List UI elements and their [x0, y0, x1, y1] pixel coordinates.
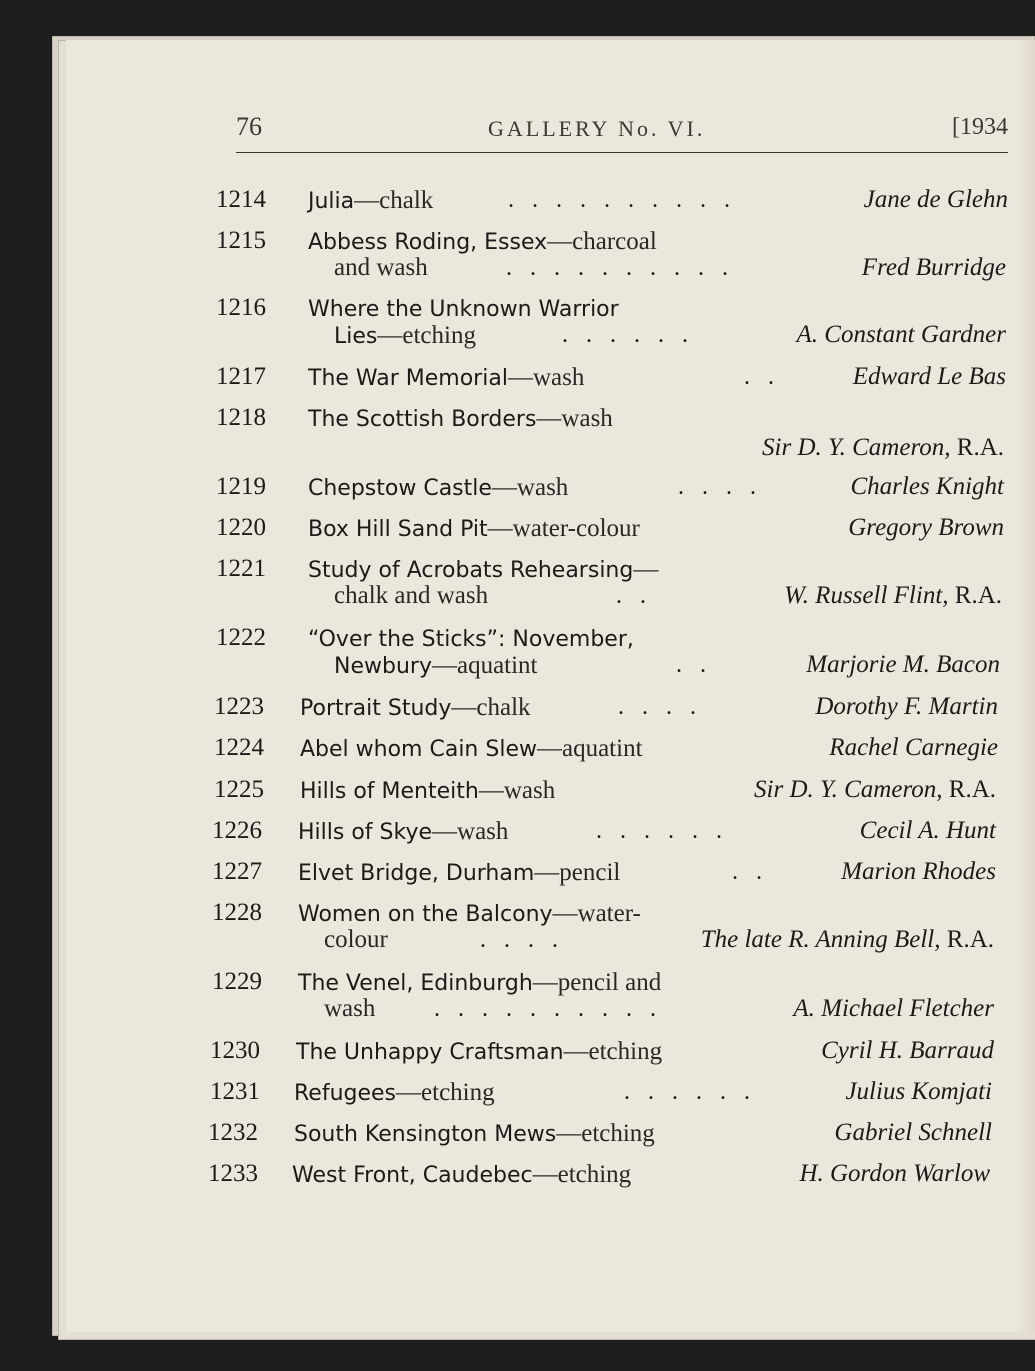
leader-dots: . .: [616, 583, 652, 609]
entry-line: [308, 624, 634, 654]
entry-number: 1217: [216, 363, 266, 390]
catalogue-entry: [216, 294, 1006, 352]
entry-title-cont: Lies: [334, 324, 378, 349]
catalogue-entry: [216, 624, 1000, 682]
entry-number: 1226: [212, 817, 262, 844]
entry-medium: —wash: [507, 364, 585, 391]
entry-artist: Charles Knight: [850, 473, 1004, 500]
entry-number: 1232: [208, 1119, 258, 1146]
entry-title: Where the Unknown Warrior: [308, 297, 619, 322]
entry-artist: Edward Le Bas: [852, 363, 1006, 390]
catalogue-entry: [214, 734, 998, 764]
entry-artist: Fred Burridge: [861, 254, 1006, 281]
entry-line: [308, 514, 640, 544]
entry-number: 1216: [216, 294, 266, 321]
catalogue-entry: [212, 968, 994, 1026]
entry-medium: —etching: [396, 1079, 495, 1106]
entry-title: Julia: [308, 189, 355, 214]
entry-medium: —pencil: [534, 859, 621, 886]
entry-medium: —wash: [536, 405, 613, 432]
leader-dots: . . . . . .: [596, 818, 728, 844]
entry-line: [308, 555, 658, 585]
entry-line: [308, 294, 619, 324]
artist-suffix: R.A.: [946, 926, 994, 953]
entry-medium-cont: and wash: [334, 254, 428, 281]
entry-line: [308, 473, 568, 503]
entry-medium: —wash: [491, 474, 569, 501]
entry-line: [300, 734, 643, 764]
artist-name: W. Russell Flint,: [784, 582, 949, 609]
artist-suffix: R.A.: [954, 582, 1002, 609]
entry-title: Hills of Skye: [298, 820, 433, 845]
catalogue-entry: [212, 817, 996, 847]
catalogue-entry: [216, 514, 1004, 544]
entry-line: [308, 404, 613, 434]
entry-medium: —aquatint: [536, 735, 643, 762]
entry-title: Box Hill Sand Pit: [308, 517, 488, 542]
entry-number: 1219: [216, 473, 266, 500]
entry-line-cont: [334, 651, 538, 681]
entry-line: [296, 1037, 662, 1067]
entry-line-cont: [334, 321, 476, 351]
entry-title: The War Memorial: [308, 366, 508, 391]
entry-artist: Cecil A. Hunt: [859, 817, 996, 844]
year: [1934: [952, 114, 1008, 140]
catalogue-entry: [214, 776, 996, 806]
entry-line: [300, 693, 531, 723]
entry-number: 1228: [212, 899, 262, 926]
entry-number: 1221: [216, 555, 266, 582]
entry-medium: —wash: [478, 777, 556, 804]
entry-title: Portrait Study: [300, 696, 452, 721]
gallery-title: GALLERY No. VI.: [488, 116, 706, 141]
leader-dots: . . . . . . . . . .: [508, 187, 736, 213]
catalogue-entry: [208, 1119, 992, 1149]
leader-dots: . . . . . . . . . .: [506, 255, 734, 281]
artist-suffix: R.A.: [948, 776, 996, 803]
leader-dots: . . . . . .: [624, 1079, 756, 1105]
entry-medium: —wash: [432, 818, 509, 845]
entry-number: 1233: [208, 1160, 258, 1187]
catalogue-entry: [216, 363, 1006, 393]
entry-title: Hills of Menteith: [300, 779, 479, 804]
page-number: 76: [236, 112, 262, 141]
catalogue-entry: [210, 1078, 992, 1108]
entry-artist: [762, 434, 1004, 462]
entry-number: 1220: [216, 514, 266, 541]
entry-line: [294, 1119, 655, 1149]
entry-title: Study of Acrobats Rehearsing: [308, 558, 634, 583]
entry-number: 1229: [212, 968, 262, 995]
entry-medium: —charcoal: [547, 228, 657, 255]
entry-artist: Gregory Brown: [848, 514, 1004, 541]
entry-artist: A. Michael Fletcher: [793, 995, 994, 1022]
entry-medium: —: [633, 556, 659, 583]
leader-dots: . . . .: [618, 694, 702, 720]
catalogue-entry: [216, 555, 1002, 613]
entry-artist: A. Constant Gardner: [796, 321, 1006, 348]
entry-number: 1215: [216, 227, 266, 254]
entry-line: [298, 968, 661, 998]
catalogue-entry: [216, 186, 1008, 216]
artist-name: Sir D. Y. Cameron,: [762, 434, 951, 461]
entry-title: Refugees: [294, 1081, 397, 1106]
catalogue-entry: [212, 899, 994, 957]
entry-title: Chepstow Castle: [308, 476, 492, 501]
catalogue-entry: [216, 227, 1006, 285]
entry-title-cont: Newbury: [334, 654, 432, 679]
entry-number: 1230: [210, 1037, 260, 1064]
entry-title: Abbess Roding, Essex: [308, 230, 548, 255]
entry-artist: Dorothy F. Martin: [815, 693, 998, 720]
catalogue-entry: [216, 404, 1004, 462]
artist-suffix: R.A.: [956, 434, 1004, 461]
entry-title: Elvet Bridge, Durham: [298, 861, 535, 886]
entry-medium: —etching: [377, 322, 476, 349]
entry-artist: Cyril H. Barraud: [821, 1037, 994, 1064]
entry-medium-cont: wash: [324, 995, 376, 1022]
entry-number: 1225: [214, 776, 264, 803]
entry-title: Women on the Balcony: [298, 902, 553, 927]
entry-number: 1231: [210, 1078, 260, 1105]
entry-medium: —etching: [532, 1161, 632, 1188]
entry-number: 1224: [214, 734, 264, 761]
entry-title: Abel whom Cain Slew: [300, 737, 537, 762]
entry-artist: Julius Komjati: [845, 1078, 992, 1105]
entry-line: [298, 817, 508, 847]
entry-number: 1227: [212, 858, 262, 885]
entry-title: West Front, Caudebec: [292, 1163, 533, 1188]
entry-medium-cont: chalk and wash: [334, 582, 489, 609]
artist-name: The late R. Anning Bell,: [700, 926, 941, 953]
leader-dots: . .: [732, 859, 768, 885]
catalogue-entry: [208, 1160, 990, 1190]
entry-number: 1223: [214, 693, 264, 720]
entry-title: The Venel, Edinburgh: [298, 971, 533, 996]
entry-title: The Unhappy Craftsman: [296, 1040, 564, 1065]
entry-line: [308, 227, 657, 257]
entry-artist: H. Gordon Warlow: [799, 1160, 990, 1187]
leader-dots: . .: [676, 652, 712, 678]
entry-artist: Rachel Carnegie: [829, 734, 998, 761]
entry-medium: —etching: [563, 1038, 663, 1065]
entry-medium-cont: colour: [324, 926, 388, 953]
entry-number: 1214: [216, 186, 266, 213]
entry-artist: Jane de Glehn: [863, 186, 1008, 213]
entry-title: South Kensington Mews: [294, 1122, 557, 1147]
entry-number: 1218: [216, 404, 266, 431]
catalogue-entry: [214, 693, 998, 723]
catalogue-entry: [212, 858, 996, 888]
entry-line: [300, 776, 555, 806]
catalogue-entry: [210, 1037, 994, 1067]
entry-artist: Marion Rhodes: [841, 858, 996, 885]
entry-title: “Over the Sticks”: November,: [308, 627, 634, 652]
entry-medium: —chalk: [451, 694, 531, 721]
leader-dots: . .: [744, 364, 780, 390]
entry-artist: [701, 926, 994, 954]
entry-medium: —aquatint: [431, 652, 538, 679]
entry-artist: [754, 776, 996, 804]
entry-artist: Marjorie M. Bacon: [806, 651, 1000, 678]
entry-medium: —chalk: [354, 187, 434, 214]
entry-artist: Gabriel Schnell: [834, 1119, 992, 1146]
entry-number: 1222: [216, 624, 266, 651]
entry-line: [308, 363, 584, 393]
leader-dots: . . . . . .: [562, 322, 694, 348]
catalogue-entry: [216, 473, 1004, 503]
catalogue-page: [66, 40, 1035, 1332]
entry-artist: [784, 582, 1002, 610]
entry-line: [298, 858, 620, 888]
leader-dots: . . . . . . . . . .: [434, 996, 662, 1022]
entry-line: [294, 1078, 495, 1108]
entry-line: [292, 1160, 631, 1190]
artist-name: Sir D. Y. Cameron,: [754, 776, 943, 803]
entry-medium: —water-: [552, 900, 641, 927]
running-header: [236, 112, 1008, 153]
leader-dots: . . . .: [480, 927, 564, 953]
entry-line: [308, 186, 433, 216]
entry-medium: —pencil and: [532, 969, 662, 996]
entry-title: The Scottish Borders: [308, 407, 537, 432]
entry-medium: —water-colour: [487, 515, 640, 542]
entry-line: [298, 899, 641, 929]
entry-medium: —etching: [556, 1120, 655, 1147]
leader-dots: . . . .: [678, 474, 762, 500]
